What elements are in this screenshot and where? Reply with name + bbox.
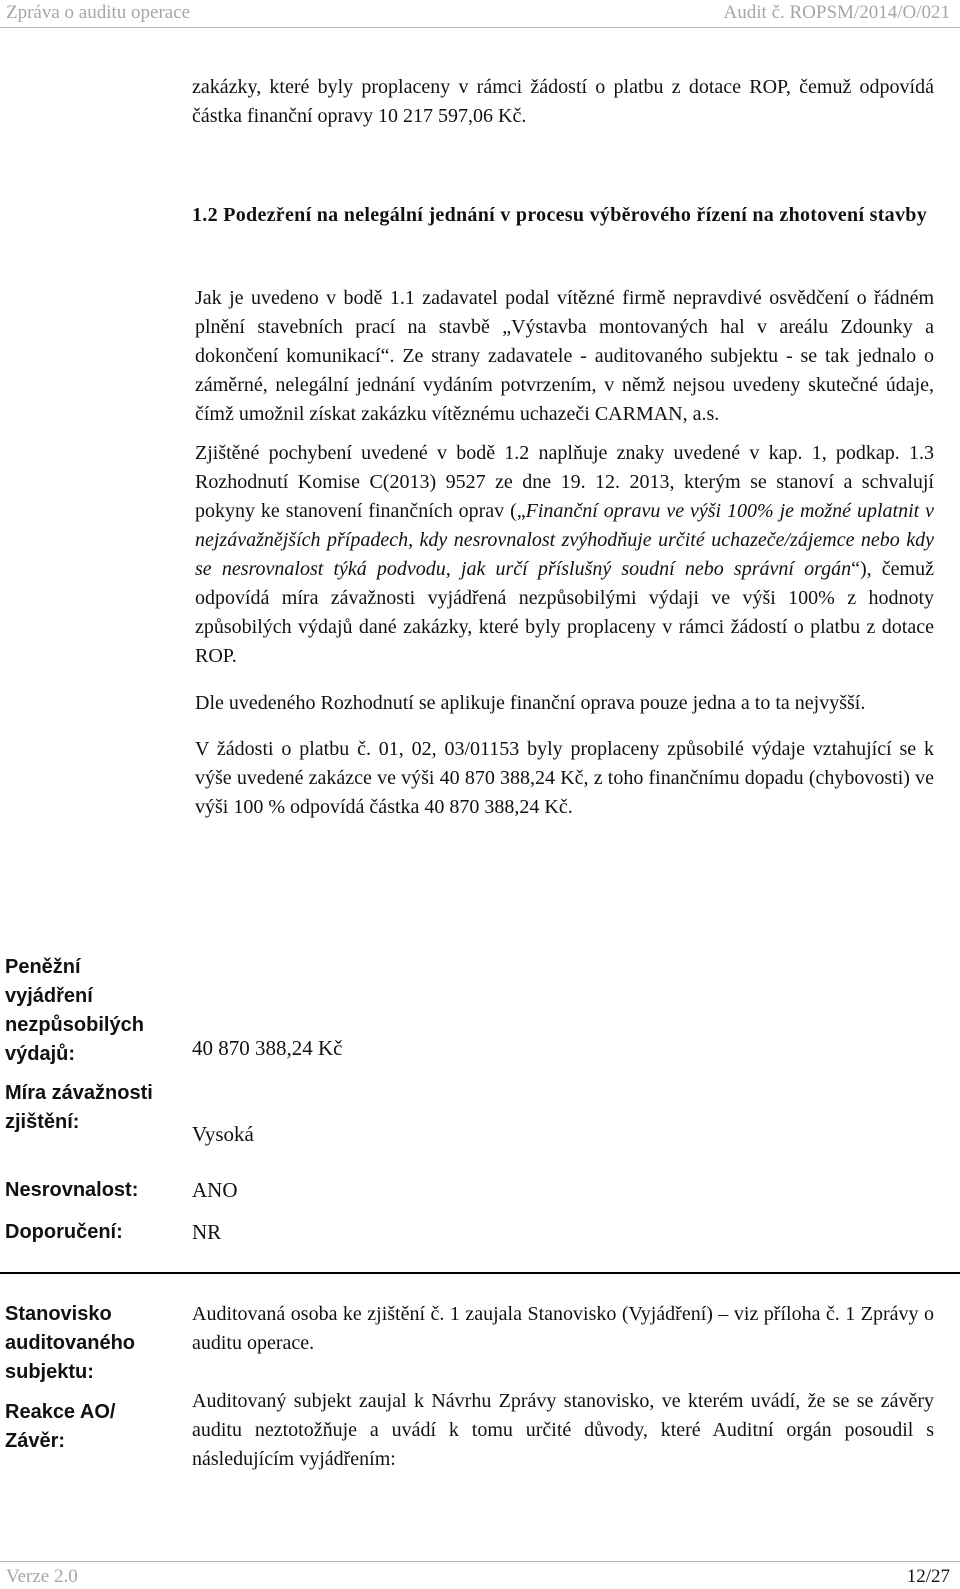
mira-value: Vysoká bbox=[192, 1122, 254, 1146]
reakce-label: Reakce AO/ Závěr: bbox=[5, 1401, 116, 1452]
text-stanovisko bbox=[192, 1300, 934, 1358]
nesrovnalost-label: Nesrovnalost: bbox=[5, 1179, 139, 1201]
footer-page-number: 12/27 bbox=[906, 1566, 950, 1587]
finding-paragraph-3: Dle uvedeného Rozhodnutí se aplikuje finanční oprava pouze jedna a to ta nejvyšší. bbox=[195, 692, 866, 714]
nesrovnalost-value: ANO bbox=[192, 1178, 238, 1202]
section-divider bbox=[0, 1272, 960, 1274]
label-nesrovnalost bbox=[5, 1176, 180, 1205]
section-heading bbox=[192, 201, 934, 230]
doporuceni-value: NR bbox=[192, 1220, 222, 1244]
label-doporuceni bbox=[5, 1218, 180, 1247]
reakce-text: Auditovaný subjekt zaujal k Návrhu Zprávy stanovisko, ve kterém uvádí, že se se závěry auditu neztotožňuje a uvádí k tomu určité důvody, které Auditní orgán posoudil s následujícím vyjádřením: bbox=[192, 1390, 934, 1470]
value-doporuceni bbox=[192, 1218, 932, 1247]
value-nesrovnalost bbox=[192, 1176, 932, 1205]
header-audit-number: Audit č. ROPSM/2014/O/021 bbox=[723, 2, 950, 23]
footer-version: Verze 2.0 bbox=[6, 1566, 78, 1587]
para2-quote: Finanční opravu ve výši 100% je možné uplatnit v nejzávažnějších případech, kdy nesrovnalost zvýhodňuje určité uchazeče/zájemce nebo kdy se nesrovnalost týká podvodu, jak určí příslušný soudní nebo správní orgán bbox=[195, 500, 934, 580]
mira-label: Míra závažnosti zjištění: bbox=[5, 1082, 153, 1133]
value-mira bbox=[192, 1120, 932, 1149]
section-number: 1.2 bbox=[192, 204, 218, 226]
finding-paragraph-1: Jak je uvedeno v bodě 1.1 zadavatel podal vítězné firmě nepravdivé osvědčení o řádném plnění stavebních prací na stavbě „Výstavba montovaných hal v areálu Zdounky a dokončení komunikací“. Ze strany zadavatele - auditovaného subjektu - se tak jednalo o záměrné, nelegální jednání vydáním potvrzením, v němž nejsou uvedeny skutečné údaje, čímž umožnil získat zakázku vítěznému uchazeči CARMAN, a.s. bbox=[195, 287, 934, 425]
intro-paragraph: zakázky, které byly proplaceny v rámci žádostí o platbu z dotace ROP, čemuž odpovídá částka finanční opravy 10 217 597,06 Kč. bbox=[192, 76, 934, 127]
value-penezni bbox=[192, 1034, 932, 1063]
header-report-title: Zpráva o auditu operace bbox=[6, 2, 191, 23]
stanovisko-text: Auditovaná osoba ke zjištění č. 1 zaujala Stanovisko (Vyjádření) – viz příloha č. 1 Zprávy o auditu operace. bbox=[192, 1303, 934, 1354]
finding-paragraph-2 bbox=[195, 439, 934, 671]
doporuceni-label: Doporučení: bbox=[5, 1221, 123, 1243]
finding-paragraph-4: V žádosti o platbu č. 01, 02, 03/01153 byly proplaceny způsobilé výdaje vztahující se k výše uvedené zakázce ve výši 40 870 388,24 Kč, z toho finančnímu dopadu (chybovosti) ve výši 100 % odpovídá částka 40 870 388,24 Kč. bbox=[195, 738, 934, 818]
intro-paragraph-block bbox=[192, 73, 934, 131]
label-penezni bbox=[5, 953, 170, 1069]
finding-body bbox=[195, 284, 934, 822]
penezni-label: Peněžní vyjádření nezpůsobilých výdajů: bbox=[5, 956, 144, 1065]
para2-tail: “), čemuž odpovídá míra závažnosti vyjádřená nezpůsobilými výdaji ve výši 100% z hodnoty způsobilých výdajů dané zakázky, které byly proplaceny v rámci žádostí o platbu z dotace ROP. bbox=[195, 558, 934, 667]
section-title: Podezření na nelegální jednání v procesu výběrového řízení na zhotovení stavby bbox=[223, 204, 927, 226]
label-mira bbox=[5, 1079, 170, 1137]
penezni-value: 40 870 388,24 Kč bbox=[192, 1036, 343, 1060]
label-reakce bbox=[5, 1398, 170, 1456]
page-footer bbox=[0, 1561, 960, 1589]
para2-lead: Zjištěné pochybení uvedené v bodě 1.2 naplňuje znaky uvedené v kap. 1, podkap. 1.3 Rozhodnutí Komise C(2013) 9527 ze dne 19. 12. 2013, kterým se stanoví a schvalují pokyny ke stanovení finančních oprav („ bbox=[195, 442, 934, 522]
page-header bbox=[0, 0, 960, 28]
label-stanovisko bbox=[5, 1300, 170, 1387]
stanovisko-label: Stanovisko auditovaného subjektu: bbox=[5, 1303, 136, 1383]
text-reakce bbox=[192, 1387, 934, 1474]
